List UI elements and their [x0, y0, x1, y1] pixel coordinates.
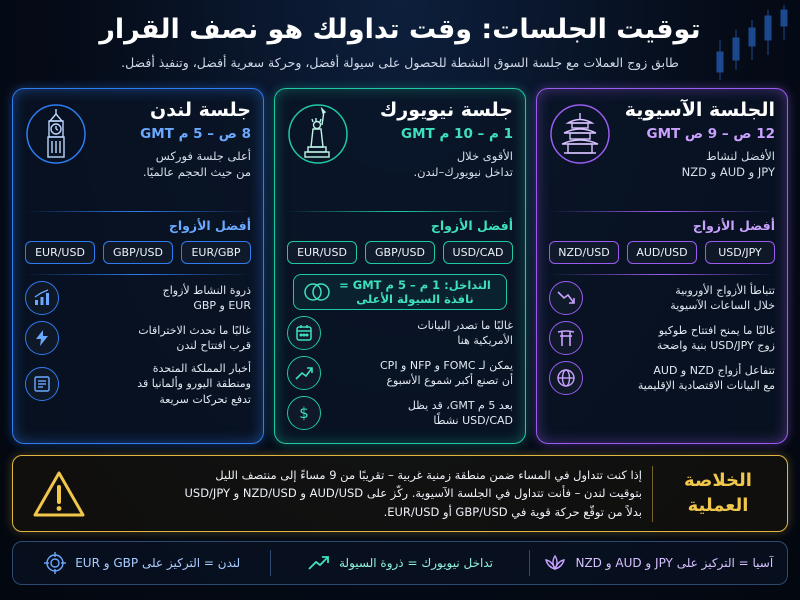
calendar-icon [287, 316, 321, 350]
newspaper-icon [25, 367, 59, 401]
takeaway-title: الخلاصة العملية [684, 470, 752, 516]
footer-item-london [13, 551, 270, 575]
dollar-icon [287, 396, 321, 430]
feature-text: يمكن لـ FOMC و NFP و CPI أن تصنع أكبر شموع الأسبوع [380, 358, 513, 387]
feature-item [25, 361, 251, 407]
declining-chart-icon [549, 281, 583, 315]
pair-chip[interactable]: AUD/USD [627, 241, 697, 264]
card-header [25, 99, 251, 211]
feature-text: أخبار المملكة المتحدة ومنطقة اليورو وألمانيا قد تدفع تحركات سريعة [137, 362, 251, 406]
header [40, 14, 760, 70]
card-divider [549, 211, 775, 212]
bar-chart-icon [25, 281, 59, 315]
warning-icon [27, 470, 91, 518]
overlap-circles-icon [302, 281, 332, 303]
page-subtitle: طابق زوج العملات مع جلسة السوق النشطة للحصول على سيولة أفضل، وحركة سعرية أفضل، وتنفيذ أفضل. [121, 55, 679, 70]
pair-chip[interactable]: EUR/GBP [181, 241, 251, 264]
session-description: الأفضل لنشاط JPY و AUD و NZD [681, 148, 775, 180]
best-pairs-list [549, 241, 775, 264]
feature-text: غالبًا ما تصدر البيانات الأمريكية هنا [417, 318, 513, 347]
lightning-icon [25, 321, 59, 355]
session-title: جلسة لندن [149, 99, 251, 121]
statue-of-liberty-icon [287, 99, 349, 195]
best-pairs-list [287, 241, 513, 264]
feature-item [287, 316, 513, 350]
best-pairs-title: أفضل الأزواج [430, 218, 513, 233]
card-header [549, 99, 775, 211]
takeaway-text: إذا كنت تتداول في المساء ضمن منطقة زمنية غربية – تقريبًا من 9 مساءً إلى منتصف الليل بتوقيت لندن – فأنت تتداول في الجلسة الآسيوية. ركّز على AUD/USD و NZD/USD و USD/JPY بدلاً من توقّع حركة قوية في GBP/USD أو EUR/USD. [184, 467, 642, 519]
card-divider [549, 274, 775, 275]
feature-text: غالبًا ما تحدث الاختراقات قرب افتتاح لندن [138, 323, 251, 352]
pair-chip[interactable]: NZD/USD [549, 241, 619, 264]
footer-divider [270, 550, 271, 576]
footer-bar [12, 541, 788, 585]
session-time: 12 ص – 9 ص GMT [646, 125, 775, 142]
card-divider [25, 211, 251, 212]
best-pairs-list [25, 241, 251, 264]
feature-item [287, 396, 513, 430]
pair-chip[interactable]: EUR/USD [287, 241, 357, 264]
feature-text: بعد 5 م GMT، قد يظل USD/CAD نشطًا [407, 398, 513, 427]
feature-text: تتباطأ الأزواج الأوروبية خلال الساعات الآسيوية [670, 283, 775, 312]
session-title: جلسة نيويورك [379, 99, 513, 121]
feature-text: ذروة النشاط لأزواج EUR و GBP [162, 283, 251, 312]
footer-item-asia [530, 553, 787, 573]
overlap-highlight [293, 274, 507, 310]
overlap-text: التداخل: 1 م – 5 م GMT = نافذة السيولة الأعلى [339, 277, 491, 306]
feature-item [549, 321, 775, 355]
best-pairs-title: أفضل الأزواج [692, 218, 775, 233]
page-title: توقيت الجلسات: وقت تداولك هو نصف القرار [99, 14, 701, 45]
globe-icon [549, 361, 583, 395]
practical-takeaway-box [12, 455, 788, 532]
session-description: أعلى جلسة فوركس من حيث الحجم عالميًا. [142, 148, 251, 180]
footer-divider [529, 550, 530, 576]
pair-chip[interactable]: GBP/USD [365, 241, 435, 264]
session-description: الأقوى خلال تداخل نيويورك–لندن. [413, 148, 513, 180]
feature-item [25, 281, 251, 315]
footer-london-text: لندن = التركيز على GBP و EUR [75, 556, 241, 570]
feature-item [287, 356, 513, 390]
torii-gate-icon [549, 321, 583, 355]
feature-item [549, 361, 775, 395]
session-card-asia [536, 88, 788, 444]
card-divider [287, 211, 513, 212]
pair-chip[interactable]: USD/CAD [443, 241, 513, 264]
pagoda-icon [549, 99, 611, 195]
card-divider [25, 274, 251, 275]
footer-ny-text: تداخل نيويورك = ذروة السيولة [339, 556, 494, 570]
card-header [287, 99, 513, 211]
trend-up-icon [287, 356, 321, 390]
feature-item [549, 281, 775, 315]
feature-text: تتفاعل أزواج NZD و AUD مع البيانات الاقتصادية الإقليمية [637, 363, 775, 392]
crosshair-target-icon [43, 551, 67, 575]
session-title: الجلسة الآسيوية [624, 99, 775, 121]
footer-asia-text: آسيا = التركيز على JPY و AUD و NZD [575, 556, 774, 570]
pair-chip[interactable]: GBP/USD [103, 241, 173, 264]
session-card-new-york [274, 88, 526, 444]
session-card-london [12, 88, 264, 444]
session-time: 1 م – 10 م GMT [401, 125, 513, 142]
takeaway-divider [652, 466, 653, 522]
trend-up-icon [307, 553, 331, 573]
feature-item [25, 321, 251, 355]
svg-text:$: $ [299, 404, 309, 422]
pair-chip[interactable]: EUR/USD [25, 241, 95, 264]
session-time: 8 ص – 5 م GMT [140, 125, 251, 142]
pair-chip[interactable]: USD/JPY [705, 241, 775, 264]
lotus-icon [543, 553, 567, 573]
footer-item-new-york [271, 553, 528, 573]
feature-text: غالبًا ما يمنح افتتاح طوكيو زوج USD/JPY بنية واضحة [656, 323, 775, 352]
best-pairs-title: أفضل الأزواج [168, 218, 251, 233]
big-ben-icon [25, 99, 87, 195]
